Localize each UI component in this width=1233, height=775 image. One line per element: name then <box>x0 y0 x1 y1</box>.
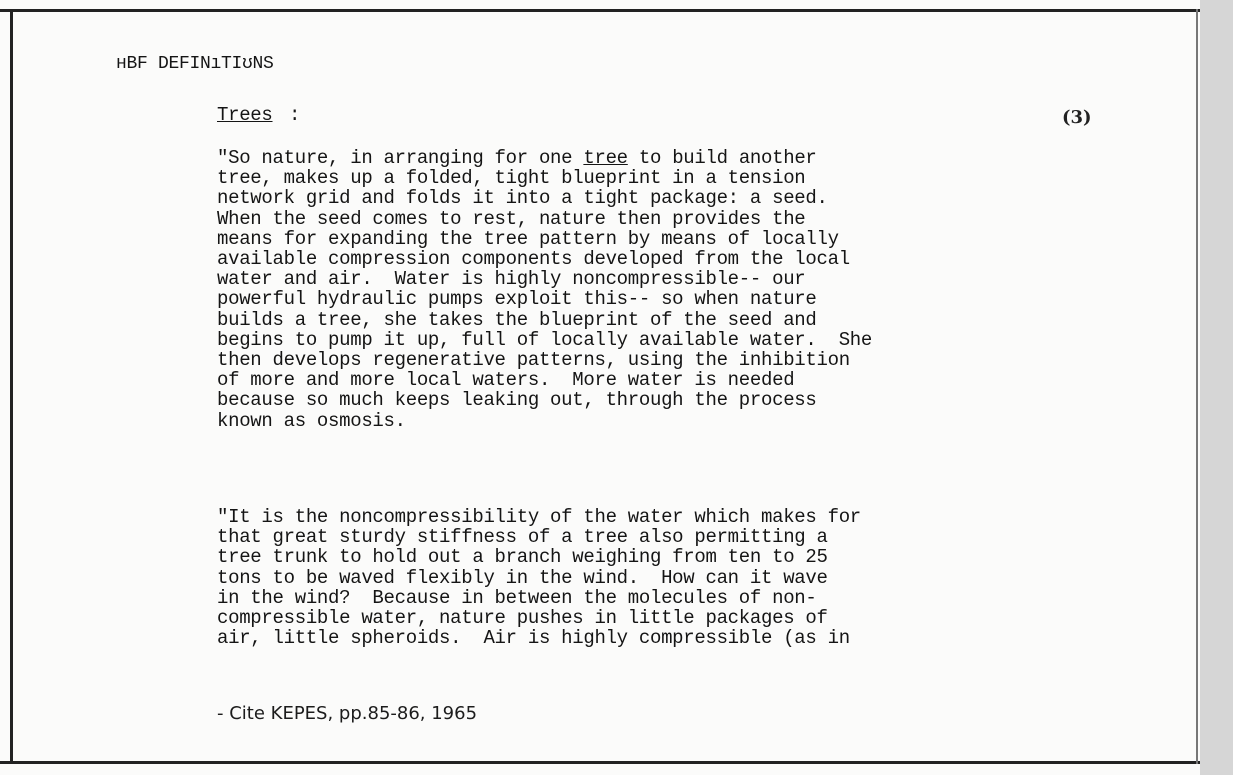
para1-line-4: When the seed comes to rest, nature then provides the <box>217 207 806 230</box>
para1-line-11: then develops regenerative patterns, using the inhibition <box>217 349 850 372</box>
frame-top-border <box>0 9 1200 12</box>
para1-underlined-word: tree <box>583 147 628 169</box>
para1-line-1-start: "So nature, in arranging for one <box>217 147 584 169</box>
para1-line-13: because so much keeps leaking out, through the process <box>217 389 817 412</box>
para1-line-8: powerful hydraulic pumps exploit this-- so when nature <box>217 288 817 311</box>
frame-left-border <box>10 9 13 764</box>
para1-line-1 <box>217 147 817 169</box>
frame-bottom-border <box>0 761 1200 764</box>
para2-line-1: "It is the noncompressibility of the water which makes for <box>217 506 861 528</box>
para1-line-2: tree, makes up a folded, tight blueprint in a tension <box>217 167 806 190</box>
para1-line-6: available compression components developed from the local <box>217 248 850 271</box>
para1-line-10: begins to pump it up, full of locally available water. She <box>217 328 873 351</box>
section-title-colon: : <box>289 104 301 126</box>
page-edge-shadow <box>1200 0 1233 775</box>
para1-line-3: network grid and folds it into a tight package: a seed. <box>217 187 828 210</box>
frame-right-border <box>1196 9 1198 764</box>
page-heading: ʜBF DEFINıTIʊNS <box>116 54 274 74</box>
para1-line-9: builds a tree, she takes the blueprint of the seed and <box>217 308 817 331</box>
para2-line-2: that great sturdy stiffness of a tree also permitting a <box>217 526 828 549</box>
quote-paragraph-2 <box>217 507 861 648</box>
page-number: (3) <box>1062 107 1092 128</box>
para2-line-7: air, little spheroids. Air is highly compressible (as in <box>217 627 850 650</box>
para2-line-6: compressible water, nature pushes in little packages of <box>217 607 828 630</box>
para2-line-5: in the wind? Because in between the molecules of non- <box>217 586 817 609</box>
citation: - Cite KEPES, pp.85-86, 1965 <box>217 703 478 724</box>
para2-line-3: tree trunk to hold out a branch weighing from ten to 25 <box>217 546 828 569</box>
section-title: Trees <box>217 104 273 126</box>
para1-line-12: of more and more local waters. More water is needed <box>217 369 795 392</box>
para1-line-5: means for expanding the tree pattern by means of locally <box>217 227 839 250</box>
quote-paragraph-1 <box>217 148 872 431</box>
para1-line-14: known as osmosis. <box>217 409 406 432</box>
para2-line-4: tons to be waved flexibly in the wind. How can it wave <box>217 566 828 589</box>
para1-line-1-end: to build another <box>627 147 817 169</box>
para1-line-7: water and air. Water is highly noncompressible-- our <box>217 268 806 291</box>
